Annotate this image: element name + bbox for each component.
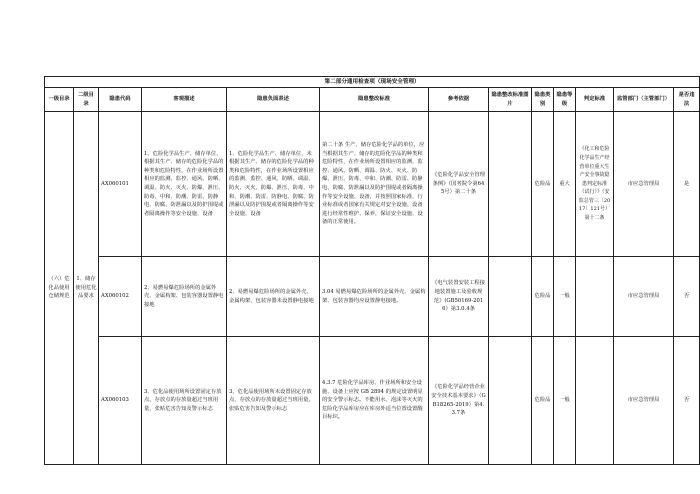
header-illegal: 是否违法 (674, 88, 700, 112)
regulator-dept: 市应急管理局 (614, 112, 674, 257)
is-illegal: 否 (674, 337, 700, 465)
negative-description: 2、易燃易爆危险场所的金属外壳、金属构架、包装容器未设置静电接地 (227, 257, 320, 337)
is-illegal: 是 (674, 112, 700, 257)
hazard-category: 危险品 (532, 257, 554, 337)
header-grade: 隐患等级 (554, 88, 576, 112)
header-level2: 二级目录 (74, 88, 99, 112)
judge-standard (576, 337, 614, 465)
header-negative: 隐患负面表述 (227, 88, 320, 112)
hazard-grade: 一般 (554, 257, 576, 337)
hazard-grade: 重大 (554, 112, 576, 257)
rectify-picture (489, 257, 532, 337)
hazard-code: AX060101 (99, 112, 142, 257)
negative-description: 1、危险化学品生产、储存单位，未根据其生产、储存的危险化学品的种类和危险特性，在作业场所设置相应的监测、监控、通风、防晒、调温、防火、灭火、防爆、泄压、防毒、中和、防潮、防雷、防静电、防腐、防泄漏以及防护围堤或者隔离操作等安全设施、设备 (227, 112, 320, 257)
header-objective: 客观描述 (142, 88, 227, 112)
section-title: 第二部分通用检查项（现场安全管理） (45, 77, 700, 88)
hazard-code: AX060102 (99, 257, 142, 337)
header-basis: 参考依据 (429, 88, 489, 112)
table-row (45, 337, 700, 465)
table-row (45, 112, 700, 257)
regulator-dept: 市应急管理局 (614, 337, 674, 465)
rectify-standard: 4.3.7 危险化学品库房、作业场所和安全设施、设备上应按 GB 2894 的规定设置明显的安全警示标志。不能用水、泡沫等灭火的危险化学品库房应在库房外适当位置设置醒目标识。 (320, 337, 429, 465)
objective-description: 3、危化品使用场所设置固定存放点，存放点的存放量超过当班用量，张贴危害告知及警示标志 (142, 337, 227, 465)
reference-basis: 《危险化学品安全管理条例》（国务院令第645号）第二十条 (429, 112, 489, 257)
regulator-dept: 市应急管理局 (614, 257, 674, 337)
hazard-code: AX060103 (99, 337, 142, 465)
header-category: 隐患类别 (532, 88, 554, 112)
header-dept: 监管部门（主管部门） (614, 88, 674, 112)
header-rectify: 隐患整改标准 (320, 88, 429, 112)
level2-cell: 1、储存使用危化品要求 (74, 112, 99, 465)
objective-description: 1、危险化学品生产、储存单位，根据其生产、储存的危险化学品的种类和危险特性，在作业场所设置相应的监测、监控、通风、防晒、调温、防火、灭火、防爆、泄压、防毒、中和、防潮、防雷、防静电、防腐、防泄漏以及防护围堤或者隔离操作等安全设施、设备 (142, 112, 227, 257)
inspection-sheet (44, 76, 695, 464)
header-judge: 判定标准 (576, 88, 614, 112)
hazard-grade: 一般 (554, 337, 576, 465)
table-row (45, 257, 700, 337)
judge-standard: 《化工和危险化学品生产经营单位重大生产安全事故隐患判定标准（试行）》（安监总管三〔2017〕121号）第十二条 (576, 112, 614, 257)
rectify-standard: 3.04 易燃易爆危险场所的金属外壳、金属构架、包装容器均应设置静电接地。 (320, 257, 429, 337)
rectify-picture (489, 112, 532, 257)
is-illegal: 否 (674, 257, 700, 337)
judge-standard (576, 257, 614, 337)
negative-description: 3、危化品使用场所未设置固定存放点，存放点的存放量超过当班用量，张贴危害告知及警示标志 (227, 337, 320, 465)
header-code: 隐患代码 (99, 88, 142, 112)
rectify-picture (489, 337, 532, 465)
hazard-category: 危险品 (532, 337, 554, 465)
rectify-standard: 第二十条 生产、储存危险化学品的单位，应当根据其生产、储存的危险化学品的种类和危险特性，在作业场所设置相应的监测、监控、通风、防晒、调温、防火、灭火、防爆、泄压、防毒、中和、防潮、防雷、防静电、防腐、防泄漏以及防护围堤或者隔离操作等安全设施、设备，并按照国家标准、行业标准或者国家有关规定对安全设施、设备进行经常性维护、保养，保证安全设施、设备的正常使用。 (320, 112, 429, 257)
hazard-category: 危险品 (532, 112, 554, 257)
objective-description: 2、易燃易爆危险场所的金属外壳、金属构架、包装容器设置静电接地 (142, 257, 227, 337)
reference-basis: 《电气装置安装工程接地装置施工及验收规范》(GB50169-2016）第3.0.4条 (429, 257, 489, 337)
header-pic: 隐患整改标准图片 (489, 88, 532, 112)
inspection-table (44, 76, 700, 465)
header-level1: 一级目录 (45, 88, 74, 112)
reference-basis: 《危险化学品经营企业安全技术基本要求》（GB18265-2019）第4.3.7条 (429, 337, 489, 465)
level1-cell: （六）危化品使用仓储规范 (45, 112, 74, 465)
header-row (45, 88, 700, 112)
